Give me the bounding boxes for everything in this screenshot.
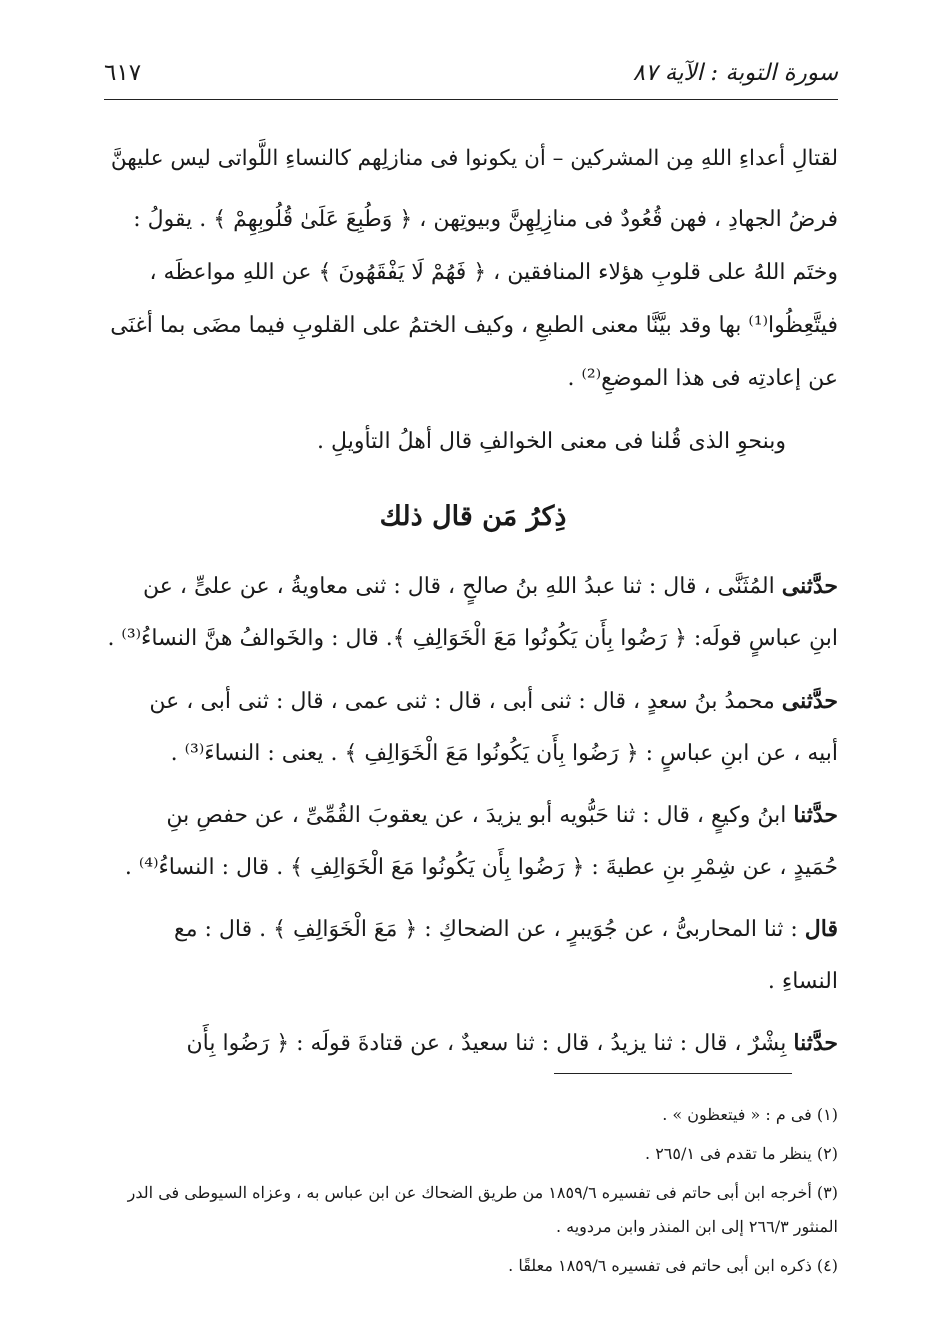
narration-line: حدَّثنا ابنُ وكيعٍ ، قال : ثنا حَبُّويه أبو يزيدَ ، عن يعقوبَ القُمِّىِّ ، عن حفصِ بنِ (166, 802, 838, 828)
body-line: فيتَّعِظُوا⁽¹⁾ بها وقد بيَّنَّا معنى الطبعِ ، وكيف الختمُ على القلوبِ فيما مضَى بما أغنَى (110, 313, 838, 338)
footnote: (١) فى م : « فيتعظون » . (662, 1105, 838, 1124)
narration-line: قال : ثنا المحاربىُّ ، عن جُوَيبرٍ ، عن الضحاكِ : ﴿ مَعَ الْخَوَالِفِ ﴾ . قال : مع (174, 916, 838, 942)
footnote: المنثور ٢٦٦/٣ إلى ابن المنذر وابن مردويه . (555, 1217, 838, 1236)
running-header (104, 56, 838, 96)
narration-line: أبيه ، عن ابنِ عباسٍ : ﴿ رَضُوا بِأَن يَكُونُوا مَعَ الْخَوَالِفِ ﴾ . يعنى : النساءَ⁽³⁾ . (170, 741, 838, 766)
body-line: وختَم اللهُ على قلوبِ هؤلاء المنافقين ، ﴿ فَهُمْ لَا يَفْقَهُونَ ﴾ عن اللهِ مواعظَه ، (149, 260, 838, 285)
body-line: لقتالِ أعداءِ اللهِ مِن المشركين – أن يكونوا فى منازلِهم كالنساءِ اللَّواتى ليس عليهنَّ (110, 146, 838, 171)
narration-line: حدَّثنا بِشْرٌ ، قال : ثنا يزيدُ ، قال : ثنا سعيدٌ ، عن قتادةَ قولَه : ﴿ رَضُوا بِأَن (186, 1030, 838, 1056)
page-number: ٦١٧ (104, 60, 142, 86)
narration-line: ابنِ عباسٍ قولَه: ﴿ رَضُوا بِأَن يَكُونُوا مَعَ الْخَوَالِفِ ﴾. قال : والخَوالفُ هنَّ النساءُ⁽³⁾ . (107, 626, 838, 651)
narration-line: حُمَيدٍ ، عن شِمْرِ بنِ عطيةَ : ﴿ رَضُوا بِأَن يَكُونُوا مَعَ الْخَوَالِفِ ﴾ . قال : النساءُ⁽⁴⁾ . (124, 855, 838, 880)
narration-line: النساءِ . (767, 969, 838, 994)
body-line: فرضُ الجهادِ ، فهن قُعُودٌ فى منازِلِهِنَّ وبيوتِهن ، ﴿ وَطُبِعَ عَلَىٰ قُلُوبِهِمْ ﴾ . يقولُ : (133, 207, 838, 232)
footnote: (٣) أخرجه ابن أبى حاتم فى تفسيره ١٨٥٩/٦ من طريق الضحاك عن ابن عباس به ، وعزاه السيوطى فى الدر (127, 1183, 838, 1202)
running-header-title: سورة التوبة : الآية ٨٧ (632, 60, 838, 86)
narration-line: حدَّثنى المُثَنَّى ، قال : ثنا عبدُ اللهِ بنُ صالحٍ ، قال : ثنى معاويةُ ، عن علىٍّ ، عن (143, 573, 838, 599)
body-line: عن إعادتِه فى هذا الموضعِ⁽²⁾ . (567, 366, 838, 391)
section-heading: ذِكرُ مَن قال ذلك (379, 501, 567, 532)
body-line: وبنحوِ الذى قُلنا فى معنى الخوالفِ قال أهلُ التأويلِ . (317, 429, 786, 454)
header-rule (104, 99, 838, 100)
footnote: (٢) ينظر ما تقدم فى ٢٦٥/١ . (645, 1144, 838, 1163)
footnote-separator (554, 1073, 792, 1074)
narration-line: حدَّثنى محمدُ بنُ سعدٍ ، قال : ثنى أبى ، قال : ثنى عمى ، قال : ثنى أبى ، عن (149, 688, 838, 714)
footnote: (٤) ذكره ابن أبى حاتم فى تفسيره ١٨٥٩/٦ معلقًا . (508, 1256, 838, 1275)
